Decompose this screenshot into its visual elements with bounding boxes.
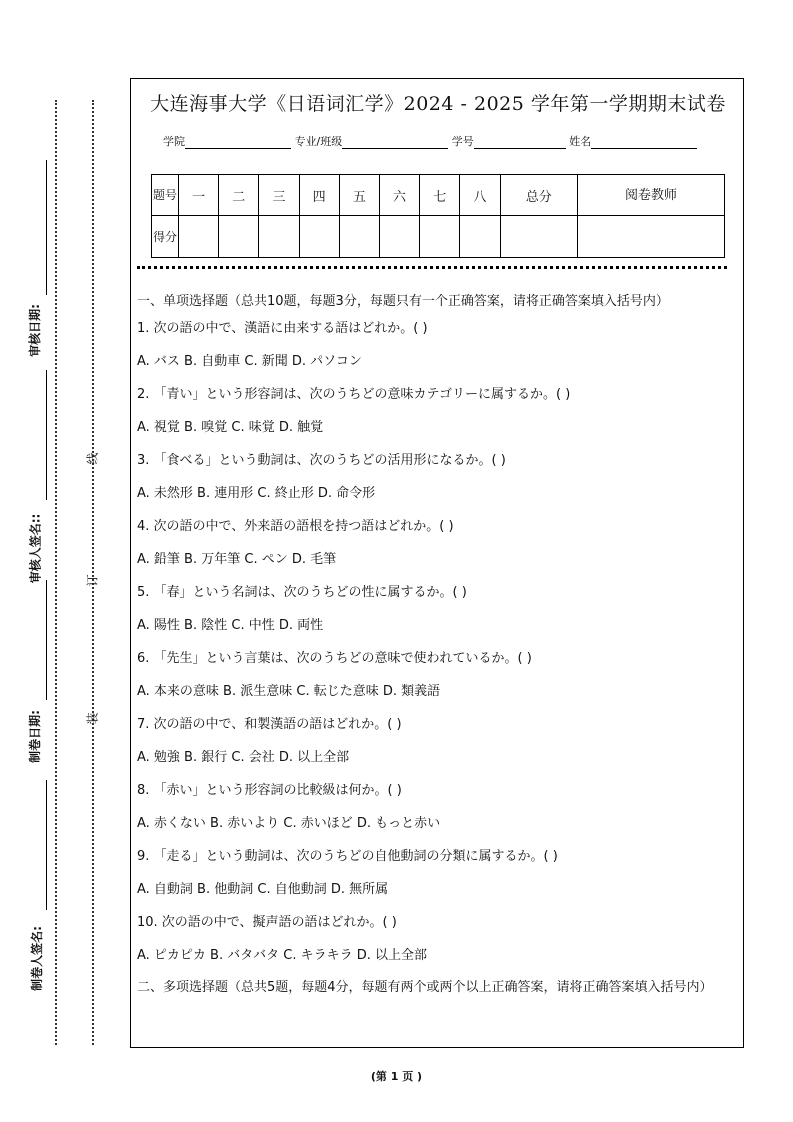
col-total: 总分 [500, 175, 578, 216]
question-number-header: 题号 [152, 175, 179, 216]
score-cell[interactable] [500, 216, 578, 258]
binding-mark-staple: 订 [85, 574, 100, 587]
outer-dotted-line [55, 100, 57, 1045]
question-7: 7. 次の語の中で、和製漢語の語はどれか。( ) [137, 717, 402, 732]
question-10: 10. 次の語の中で、擬声語の語はどれか。( ) [137, 915, 397, 930]
question-6: 6. 「先生」という言葉は、次のうちどの意味で使われているか。( ) [137, 651, 532, 666]
score-cell[interactable] [179, 216, 219, 258]
question-9-options: A. 自動詞 B. 他動詞 C. 自他動詞 D. 無所属 [137, 882, 389, 897]
col-6: 六 [379, 175, 419, 216]
page-number: (第 1 页 ) [370, 1070, 423, 1083]
question-4-options: A. 鉛筆 B. 万年筆 C. ペン D. 毛筆 [137, 552, 337, 567]
student-id-field[interactable] [474, 137, 566, 149]
review-date-line [46, 160, 47, 295]
question-1: 1. 次の語の中で、漢語に由来する語はどれか。( ) [137, 321, 428, 336]
score-cell[interactable] [379, 216, 419, 258]
reviewer-signature-label: 审核人签名:: [28, 513, 43, 584]
col-3: 三 [259, 175, 299, 216]
question-list [137, 313, 741, 973]
score-table [151, 174, 725, 258]
college-label: 学院 [163, 135, 185, 148]
college-field[interactable] [185, 137, 291, 149]
col-grader: 阅卷教师 [578, 175, 725, 216]
exam-frame [130, 78, 744, 1048]
col-1: 一 [179, 175, 219, 216]
question-8-options: A. 赤くない B. 赤いより C. 赤いほど D. もっと赤い [137, 816, 441, 831]
question-7-options: A. 勉強 B. 銀行 C. 会社 D. 以上全部 [137, 750, 350, 765]
question-3-options: A. 未然形 B. 連用形 C. 終止形 D. 命令形 [137, 486, 376, 501]
col-5: 五 [339, 175, 379, 216]
paper-date-label: 制卷日期: [27, 710, 42, 763]
review-date-label: 审核日期: [27, 304, 42, 357]
name-label: 姓名 [569, 135, 592, 148]
score-row-header: 得分 [152, 216, 179, 258]
score-cell[interactable] [259, 216, 299, 258]
exam-body [137, 291, 741, 999]
col-2: 二 [219, 175, 259, 216]
student-info-row [163, 133, 697, 149]
score-cell[interactable] [299, 216, 339, 258]
question-6-options: A. 本来の意味 B. 派生意味 C. 転じた意味 D. 類義語 [137, 684, 441, 699]
paper-maker-signature-line [46, 780, 47, 910]
col-4: 四 [299, 175, 339, 216]
student-id-label: 学号 [451, 135, 474, 148]
section-2-heading: 二、多项选择题（总共5题，每题4分，每题有两个或两个以上正确答案，请将正确答案填入括号内） [137, 980, 713, 995]
question-4: 4. 次の語の中で、外来語の語根を持つ語はどれか。( ) [137, 519, 454, 534]
binding-mark-line: 线 [85, 452, 100, 465]
reviewer-signature-line [46, 370, 47, 500]
score-cell[interactable] [339, 216, 379, 258]
col-7: 七 [420, 175, 460, 216]
paper-maker-signature-label: 制卷人签名: [29, 926, 44, 991]
question-5: 5. 「春」という名詞は、次のうちどの性に属するか。( ) [137, 585, 467, 600]
score-cell[interactable] [460, 216, 500, 258]
name-field[interactable] [591, 137, 697, 149]
binding-dotted-line [92, 100, 94, 1045]
score-cell[interactable] [219, 216, 259, 258]
question-5-options: A. 陽性 B. 陰性 C. 中性 D. 両性 [137, 618, 324, 633]
question-2-options: A. 視覚 B. 嗅覚 C. 味覚 D. 触覚 [137, 420, 324, 435]
question-9: 9. 「走る」という動詞は、次のうちどの自他動詞の分類に属するか。( ) [137, 849, 558, 864]
major-class-label: 专业/班级 [294, 135, 343, 148]
question-8: 8. 「赤い」という形容詞の比較級は何か。( ) [137, 783, 402, 798]
paper-date-line [46, 580, 47, 700]
question-3: 3. 「食べる」という動詞は、次のうちどの活用形になるか。( ) [137, 453, 506, 468]
score-cell[interactable] [420, 216, 460, 258]
question-1-options: A. バス B. 自動車 C. 新聞 D. パソコン [137, 354, 362, 369]
question-10-options: A. ピカピカ B. バタバタ C. キラキラ D. 以上全部 [137, 948, 427, 963]
major-class-field[interactable] [342, 137, 448, 149]
col-8: 八 [460, 175, 500, 216]
score-cell[interactable] [578, 216, 725, 258]
exam-title: 大连海事大学《日语词汇学》2024 - 2025 学年第一学期期末试卷 [150, 93, 726, 115]
section-1-heading: 一、单项选择题（总共10题，每题3分，每题只有一个正确答案，请将正确答案填入括号内） [137, 294, 669, 309]
dotted-separator [137, 266, 727, 269]
question-2: 2. 「青い」という形容詞は、次のうちどの意味カテゴリーに属するか。( ) [137, 387, 571, 402]
binding-mark-bind: 装 [85, 712, 100, 725]
